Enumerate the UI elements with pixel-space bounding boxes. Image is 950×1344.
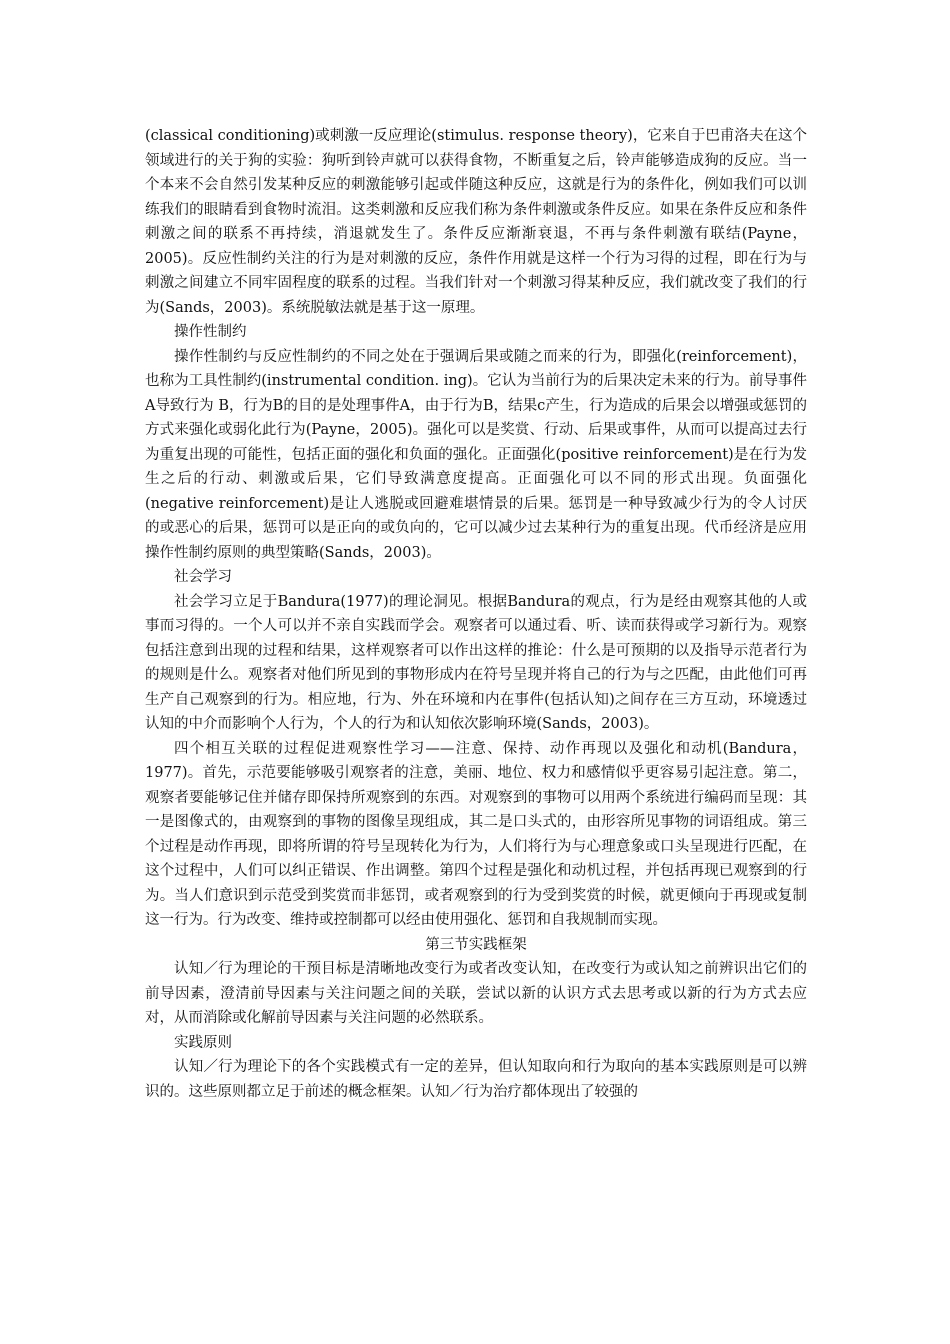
paragraph-intervention-goals: 认知／行为理论的干预目标是清晰地改变行为或者改变认知，在改变行为或认知之前辨识出它们的前导因素，澄清前导因素与关注问题之间的关联，尝试以新的认识方式去思考或以新的行为方式去应对，从而消除或化解前导因素与关注问题的必然联系。 xyxy=(145,961,807,1026)
document-page xyxy=(145,124,807,1104)
paragraph-operant-conditioning: 操作性制约与反应性制约的不同之处在于强调后果或随之而来的行为，即强化(reinforcement)，也称为工具性制约(instrumental condition. ing)。它认为当前行为的后果决定未来的行为。前导事件A导致行为 B，行为B的目的是处理事件A，由于行为B，结果c产生，行为造成的后果会以增强或惩罚的方式来强化或弱化此行为(Payne，2005)。强化可以是奖赏、行动、后果或事件，从而可以提高过去行为重复出现的可能性，包括正面的强化和负面的强化。正面强化(positive reinforcement)是在行为发生之后的行动、刺激或后果，它们导致满意度提高。正面强化可以不同的形式出现。负面强化(negative reinforcement)是让人逃脱或回避难堪情景的后果。惩罚是一种导致减少行为的令人讨厌的或恶心的后果，惩罚可以是正向的或负向的，它可以减少过去某种行为的重复出现。代币经济是应用操作性制约原则的典型策略(Sands，2003)。 xyxy=(145,348,807,561)
paragraph-social-learning: 社会学习立足于Bandura(1977)的理论洞见。根据Bandura的观点，行为是经由观察其他的人或事而习得的。一个人可以并不亲自实践而学会。观察者可以通过看、听、读而获得或学习新行为。观察包括注意到出现的过程和结果，这样观察者可以作出这样的推论：什么是可预期的以及指导示范者行为的规则是什么。观察者对他们所见到的事物形成内在符号呈现并将自己的行为与之匹配，由此他们可再生产自己观察到的行为。相应地，行为、外在环境和内在事件(包括认知)之间存在三方互动，环境透过认知的中介而影响个人行为，个人的行为和认知依次影响环境(Sands，2003)。 xyxy=(145,593,807,732)
paragraph-classical-conditioning: (classical conditioning)或刺激一反应理论(stimulus. response theory)，它来自于巴甫洛夫在这个领域进行的关于狗的实验：狗听到铃声就可以获得食物，不断重复之后，铃声能够造成狗的反应。当一个本来不会自然引发某种反应的刺激能够引起或伴随这种反应，这就是行为的条件化，例如我们可以训练我们的眼睛看到食物时流泪。这类刺激和反应我们称为条件刺激或条件反应。如果在条件反应和条件刺激之间的联系不再持续，消退就发生了。条件反应渐渐衰退，不再与条件刺激有联结(Payne，2005)。反应性制约关注的行为是对刺激的反应，条件作用就是这样一个行为习得的过程，即在行为与刺激之间建立不同牢固程度的联系的过程。当我们针对一个刺激习得某种反应，我们就改变了我们的行为(Sands，2003)。系统脱敏法就是基于这一原理。 xyxy=(145,128,807,316)
section-title-practice-framework: 第三节实践框架 xyxy=(425,936,527,953)
subheading-operant-conditioning: 操作性制约 xyxy=(174,324,247,340)
paragraph-practice-principles: 认知／行为理论下的各个实践模式有一定的差异，但认知取向和行为取向的基本实践原则是可以辨识的。这些原则都立足于前述的概念框架。认知／行为治疗都体现出了较强的 xyxy=(145,1059,807,1100)
subheading-practice-principles: 实践原则 xyxy=(174,1034,232,1051)
subheading-social-learning: 社会学习 xyxy=(174,569,232,585)
paragraph-observational-learning: 四个相互关联的过程促进观察性学习——注意、保持、动作再现以及强化和动机(Bandura，1977)。首先，示范要能够吸引观察者的注意，美丽、地位、权力和感情似乎更容易引起注意。第二，观察者要能够记住并储存即保持所观察到的东西。对观察到的事物可以用两个系统进行编码而呈现：其一是图像式的，由观察到的事物的图像呈现组成，其二是口头式的，由形容所见事物的词语组成。第三个过程是动作再现，即将所谓的符号呈现转化为行为，人们将行为与心理意象或口头呈现进行匹配，在这个过程中，人们可以纠正错误、作出调整。第四个过程是强化和动机过程，并包括再现已观察到的行为。当人们意识到示范受到奖赏而非惩罚，或者观察到的行为受到奖赏的时候，就更倾向于再现或复制这一行为。行为改变、维持或控制都可以经由使用强化、惩罚和自我规制而实现。 xyxy=(145,740,807,928)
